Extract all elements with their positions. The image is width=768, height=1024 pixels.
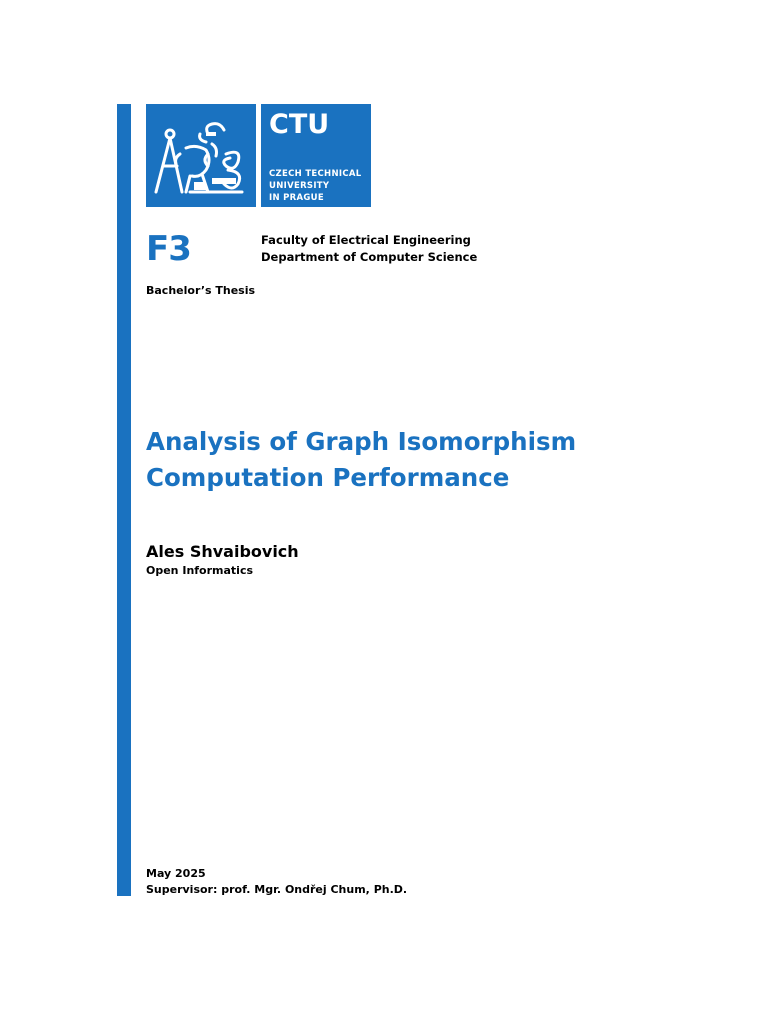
ctu-lion-emblem-icon xyxy=(146,104,256,207)
university-name-line-3: IN PRAGUE xyxy=(269,193,324,203)
thesis-title-line-2: Computation Performance xyxy=(146,463,510,492)
faculty-code: F3 xyxy=(146,229,191,269)
thesis-type: Bachelor’s Thesis xyxy=(146,284,256,297)
author-name: Ales Shvaibovich xyxy=(146,542,299,561)
submission-date: May 2025 xyxy=(146,867,206,880)
faculty-name: Faculty of Electrical Engineering xyxy=(261,233,471,247)
supervisor: Supervisor: prof. Mgr. Ondřej Chum, Ph.D. xyxy=(146,883,408,896)
faculty-info xyxy=(261,232,477,266)
university-abbreviation: CTU xyxy=(269,109,330,140)
university-wordmark xyxy=(261,104,371,207)
university-name-line-2: UNIVERSITY xyxy=(269,181,330,191)
department-name: Department of Computer Science xyxy=(261,250,478,264)
university-emblem xyxy=(146,104,256,207)
study-program: Open Informatics xyxy=(146,564,254,577)
accent-side-bar xyxy=(117,104,131,896)
footer-info xyxy=(146,866,407,898)
university-full-name xyxy=(269,168,361,204)
thesis-title xyxy=(146,424,666,496)
thesis-title-line-1: Analysis of Graph Isomorphism xyxy=(146,427,577,456)
university-name-line-1: CZECH TECHNICAL xyxy=(269,169,362,179)
